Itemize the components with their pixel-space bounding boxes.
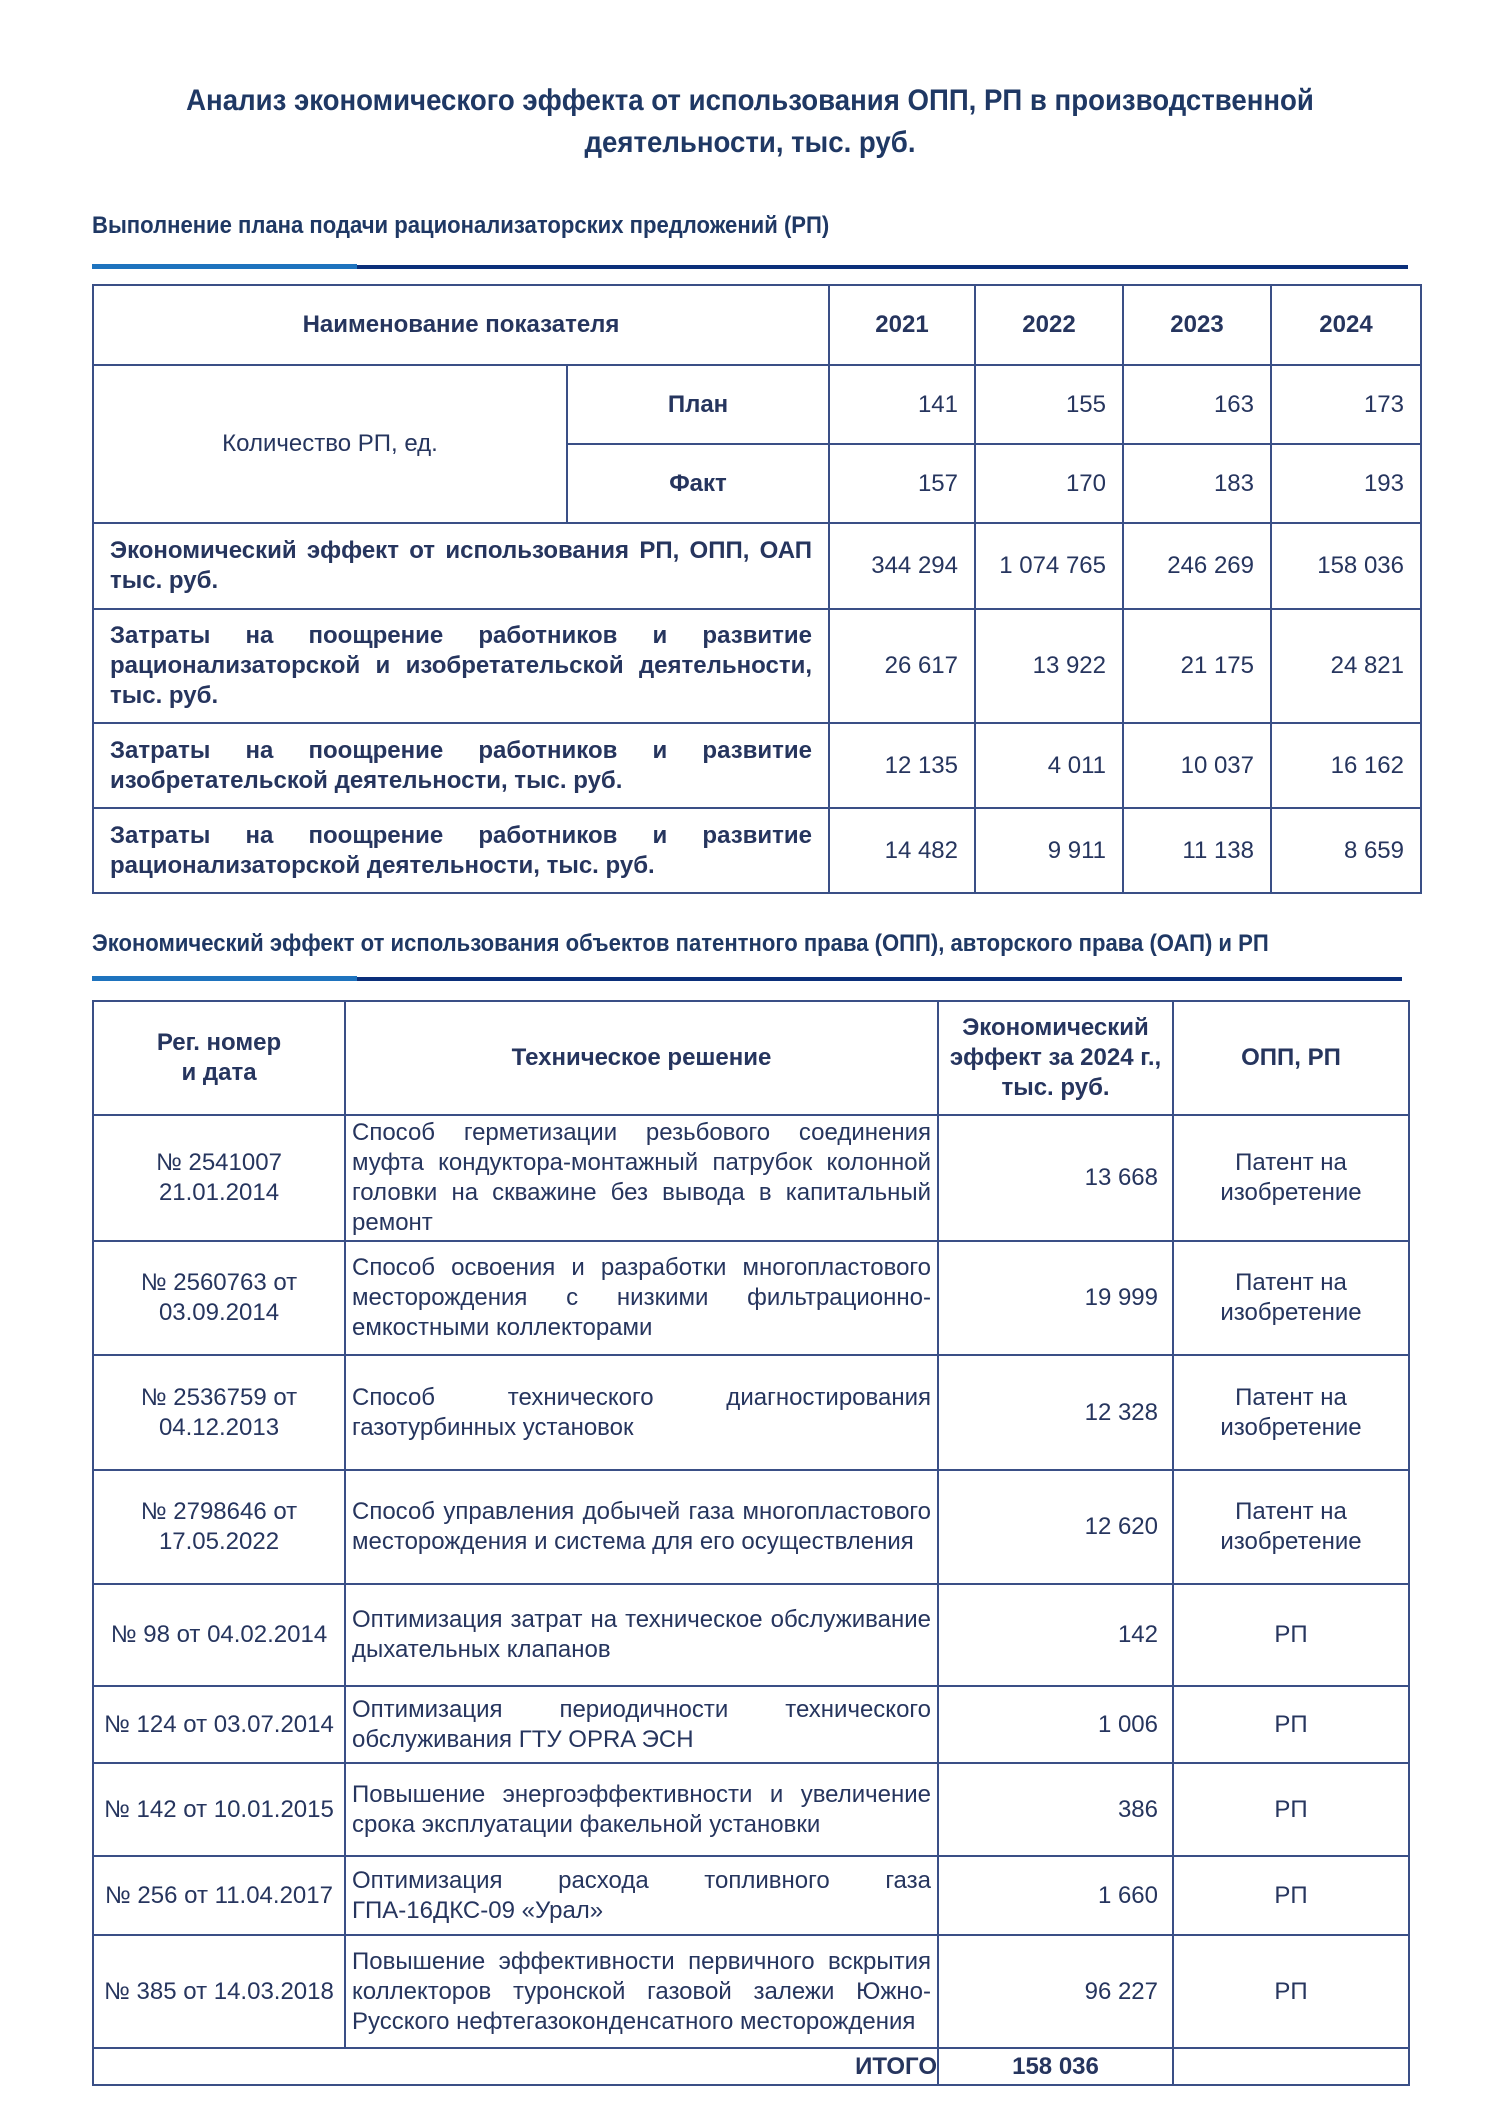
effect-value: 12 328 bbox=[938, 1355, 1173, 1470]
kind-label: Патент на изобретение bbox=[1220, 1383, 1362, 1441]
kind-label: Патент на изобретение bbox=[1220, 1498, 1362, 1555]
kind-text: РП bbox=[1173, 1856, 1409, 1935]
solution-text: Повышение энергоэффективности и увеличение срока эксплуатации факельной установки bbox=[345, 1763, 938, 1856]
table-row bbox=[93, 1470, 1409, 1584]
effect-value: 386 bbox=[938, 1763, 1173, 1856]
kind-text: РП bbox=[1173, 1584, 1409, 1686]
reg-number bbox=[93, 1115, 345, 1241]
reg-number-text: № 2798646 от 17.05.2022 bbox=[140, 1498, 298, 1555]
effect-value: 1 660 bbox=[938, 1856, 1173, 1935]
header-effect: Экономический эффект за 2024 г., тыс. руб. bbox=[938, 1001, 1173, 1115]
table-row bbox=[93, 1935, 1409, 2048]
row-value: 14 482 bbox=[829, 808, 975, 893]
row-value: 24 821 bbox=[1271, 609, 1421, 723]
row-value: 12 135 bbox=[829, 723, 975, 808]
solution-text: Способ управления добычей газа многопластового месторождения и система для его осуществления bbox=[345, 1470, 938, 1584]
row-value: 21 175 bbox=[1123, 609, 1271, 723]
kind-text bbox=[1173, 1355, 1409, 1470]
row-value: 246 269 bbox=[1123, 523, 1271, 609]
kind-label: Патент на изобретение bbox=[1220, 1149, 1362, 1206]
effect-value: 1 006 bbox=[938, 1686, 1173, 1763]
row-value: 158 036 bbox=[1271, 523, 1421, 609]
total-value: 158 036 bbox=[938, 2048, 1173, 2085]
solution-text: Оптимизация затрат на техническое обслуживание дыхательных клапанов bbox=[345, 1584, 938, 1686]
fact-label: Факт bbox=[567, 444, 829, 523]
table-row bbox=[93, 609, 1421, 723]
plan-label: План bbox=[567, 365, 829, 444]
effect-section-heading: Экономический эффект от использования объектов патентного права (ОПП), авторского права (ОАП) и РП bbox=[92, 930, 1269, 957]
row-value: 16 162 bbox=[1271, 723, 1421, 808]
reg-number-text: № 2560763 от 03.09.2014 bbox=[140, 1269, 298, 1326]
plan-section-heading: Выполнение плана подачи рационализаторских предложений (РП) bbox=[92, 212, 830, 239]
kind-text: РП bbox=[1173, 1686, 1409, 1763]
table-row bbox=[93, 1584, 1409, 1686]
reg-number: № 124 от 03.07.2014 bbox=[93, 1686, 345, 1763]
solution-text: Способ технического диагностирования газотурбинных установок bbox=[345, 1355, 938, 1470]
header-year: 2023 bbox=[1123, 285, 1271, 365]
table-row bbox=[93, 523, 1421, 609]
row-value: 10 037 bbox=[1123, 723, 1271, 808]
header-year: 2021 bbox=[829, 285, 975, 365]
row-value: 1 074 765 bbox=[975, 523, 1123, 609]
row-label: Затраты на поощрение работников и развитие рационализаторской и изобретательской деятельности, тыс. руб. bbox=[93, 609, 829, 723]
section-divider bbox=[92, 264, 1408, 269]
plan-value: 163 bbox=[1123, 365, 1271, 444]
section-divider bbox=[92, 976, 1402, 981]
solution-text: Оптимизация периодичности технического обслуживания ГТУ OPRA ЭСН bbox=[345, 1686, 938, 1763]
reg-number: № 385 от 14.03.2018 bbox=[93, 1935, 345, 2048]
header-kind: ОПП, РП bbox=[1173, 1001, 1409, 1115]
reg-number: № 98 от 04.02.2014 bbox=[93, 1584, 345, 1686]
kind-text bbox=[1173, 1470, 1409, 1584]
row-value: 4 011 bbox=[975, 723, 1123, 808]
effect-value: 19 999 bbox=[938, 1241, 1173, 1355]
plan-value: 173 bbox=[1271, 365, 1421, 444]
effect-value: 12 620 bbox=[938, 1470, 1173, 1584]
kind-text: РП bbox=[1173, 1935, 1409, 2048]
table-row bbox=[93, 808, 1421, 893]
fact-value: 157 bbox=[829, 444, 975, 523]
solution-text: Оптимизация расхода топливного газа ГПА-16ДКС-09 «Урал» bbox=[345, 1856, 938, 1935]
fact-value: 193 bbox=[1271, 444, 1421, 523]
header-reg bbox=[93, 1001, 345, 1115]
fact-value: 183 bbox=[1123, 444, 1271, 523]
row-label: Затраты на поощрение работников и развитие изобретательской деятельности, тыс. руб. bbox=[93, 723, 829, 808]
reg-number-text: № 2541007 21.01.2014 bbox=[156, 1149, 282, 1206]
total-label: ИТОГО bbox=[93, 2048, 938, 2085]
table-row bbox=[93, 1856, 1409, 1935]
table-row bbox=[93, 1241, 1409, 1355]
total-empty-cell bbox=[1173, 2048, 1409, 2085]
header-year: 2022 bbox=[975, 285, 1123, 365]
plan-value: 141 bbox=[829, 365, 975, 444]
header-solution: Техническое решение bbox=[345, 1001, 938, 1115]
header-reg-label: Рег. номер и дата bbox=[156, 1029, 282, 1086]
reg-number bbox=[93, 1241, 345, 1355]
reg-number: № 142 от 10.01.2015 bbox=[93, 1763, 345, 1856]
effect-table-header bbox=[93, 1001, 1409, 1115]
row-value: 11 138 bbox=[1123, 808, 1271, 893]
table-row bbox=[93, 1686, 1409, 1763]
reg-number bbox=[93, 1470, 345, 1584]
header-indicator: Наименование показателя bbox=[93, 285, 829, 365]
effect-table bbox=[92, 1000, 1410, 2086]
reg-number: № 256 от 11.04.2017 bbox=[93, 1856, 345, 1935]
table-row bbox=[93, 1355, 1409, 1470]
fact-value: 170 bbox=[975, 444, 1123, 523]
table-row bbox=[93, 723, 1421, 808]
plan-table bbox=[92, 284, 1422, 894]
total-row bbox=[93, 2048, 1409, 2085]
row-value: 8 659 bbox=[1271, 808, 1421, 893]
row-value: 13 922 bbox=[975, 609, 1123, 723]
kind-text: РП bbox=[1173, 1763, 1409, 1856]
effect-value: 142 bbox=[938, 1584, 1173, 1686]
plan-value: 155 bbox=[975, 365, 1123, 444]
solution-text: Повышение эффективности первичного вскрытия коллекторов туронской газовой залежи Южно-Русского нефтегазоконденсатного месторождения bbox=[345, 1935, 938, 2048]
kind-text bbox=[1173, 1115, 1409, 1241]
kind-text bbox=[1173, 1241, 1409, 1355]
table-row bbox=[93, 1763, 1409, 1856]
solution-text: Способ освоения и разработки многопластового месторождения с низкими фильтрационно-емкостными коллекторами bbox=[345, 1241, 938, 1355]
solution-text: Способ герметизации резьбового соединения муфта кондуктора-монтажный патрубок колонной головки на скважине без вывода в капитальный ремонт bbox=[345, 1115, 938, 1241]
row-value: 26 617 bbox=[829, 609, 975, 723]
table-row bbox=[93, 1115, 1409, 1241]
header-year: 2024 bbox=[1271, 285, 1421, 365]
row-value: 9 911 bbox=[975, 808, 1123, 893]
row-value: 344 294 bbox=[829, 523, 975, 609]
effect-value: 96 227 bbox=[938, 1935, 1173, 2048]
effect-value: 13 668 bbox=[938, 1115, 1173, 1241]
row-label: Затраты на поощрение работников и развитие рационализаторской деятельности, тыс. руб. bbox=[93, 808, 829, 893]
reg-number-text: № 2536759 от 04.12.2013 bbox=[140, 1383, 298, 1441]
table-row bbox=[93, 365, 1421, 444]
page-title: Анализ экономического эффекта от использования ОПП, РП в производственной деятельности, тыс. руб. bbox=[186, 84, 1314, 159]
rp-count-label: Количество РП, ед. bbox=[93, 365, 567, 523]
kind-label: Патент на изобретение bbox=[1220, 1269, 1362, 1326]
reg-number bbox=[93, 1355, 345, 1470]
plan-table-header bbox=[93, 285, 1421, 365]
row-label: Экономический эффект от использования РП, ОПП, ОАП тыс. руб. bbox=[93, 523, 829, 609]
